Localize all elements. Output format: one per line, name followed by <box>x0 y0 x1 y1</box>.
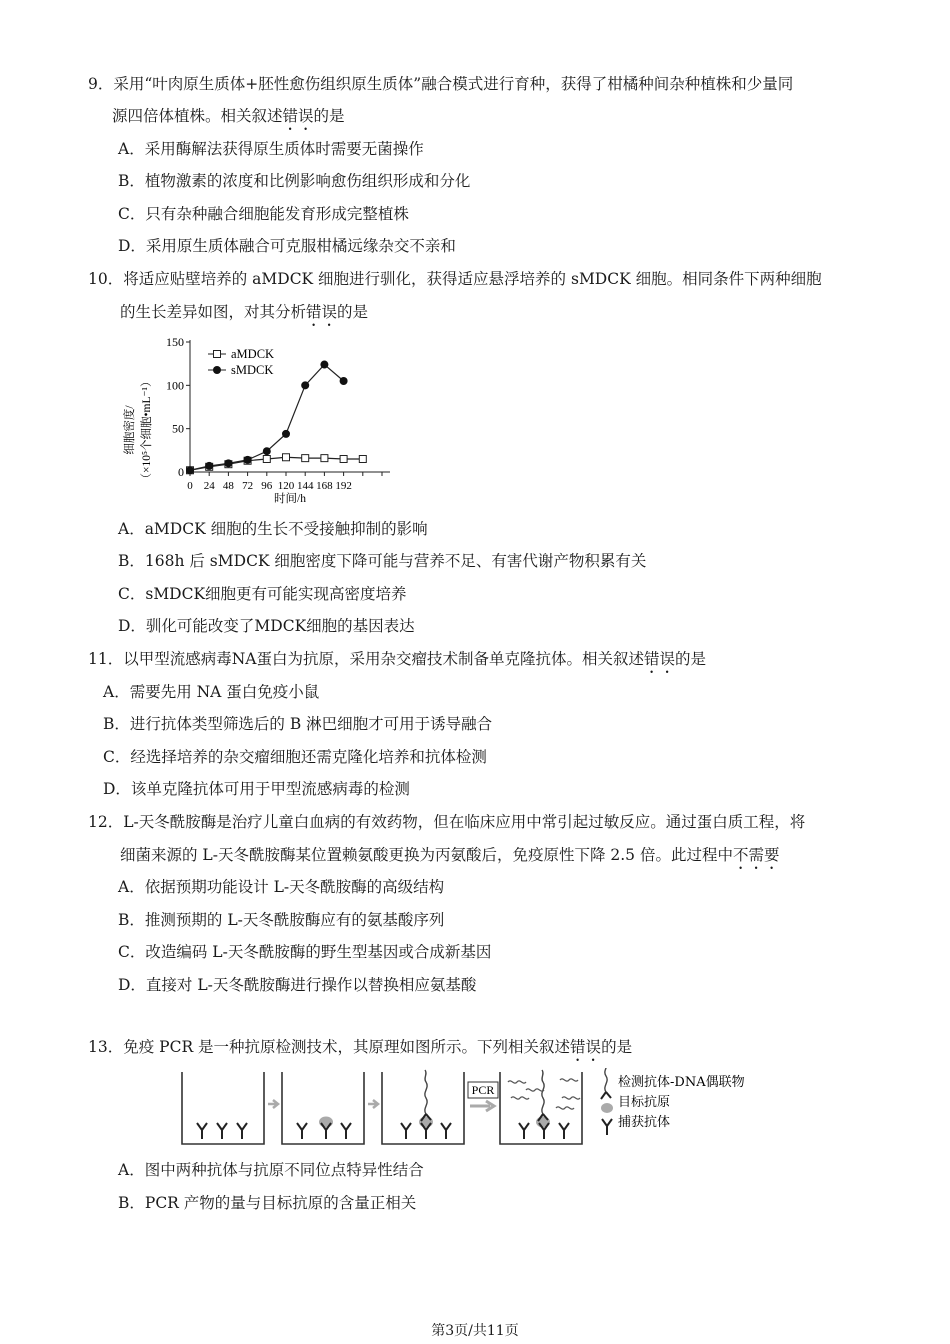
q11-stem: 11．以甲型流感病毒NA蛋白为抗原，采用杂交瘤技术制备单克隆抗体。相关叙述错误的是 <box>88 650 707 668</box>
point-sMDCK <box>205 462 213 470</box>
point-sMDCK <box>282 430 290 438</box>
q12-stem-line1: 12．L-天冬酰胺酶是治疗儿童白血病的有效药物，但在临床应用中常引起过敏反应。通过蛋白质工程，将 <box>88 813 806 831</box>
pcr-arrow <box>468 1082 498 1111</box>
arrow-icon <box>368 1100 378 1108</box>
point-sMDCK <box>263 447 271 455</box>
legend-label-aMDCK: aMDCK <box>231 347 275 361</box>
chart-x-tick-label: 72 <box>242 480 254 492</box>
point-aMDCK <box>302 455 309 462</box>
q12-option-b: B．推测预期的 L-天冬酰胺酶应有的氨基酸序列 <box>118 911 445 929</box>
svg-text:PCR: PCR <box>471 1083 495 1097</box>
q9-stem-line2: 源四倍体植株。相关叙述错误的是 <box>112 107 345 125</box>
q9-option-b: B．植物激素的浓度和比例影响愈伤组织形成和分化 <box>118 172 471 190</box>
step-detection-antibody-box <box>382 1070 464 1144</box>
conjugate-icon <box>601 1068 611 1099</box>
chart-x-tick-label: 168 <box>316 480 333 492</box>
q10-option-a: A．aMDCK 细胞的生长不受接触抑制的影响 <box>118 520 428 538</box>
chart-y-label-unit: （×10⁵个细胞•mL⁻¹） <box>141 375 153 485</box>
emphasis-mark: 错误 <box>282 107 314 125</box>
point-aMDCK <box>263 456 270 463</box>
chart-x-tick-label: 48 <box>222 480 234 492</box>
diagram-legend <box>601 1068 745 1135</box>
q12-option-c: C．改造编码 L-天冬酰胺酶的野生型基因或合成新基因 <box>118 943 492 961</box>
point-aMDCK <box>340 456 347 463</box>
q13-option-a: A．图中两种抗体与抗原不同位点特异性结合 <box>118 1161 424 1179</box>
q12-option-d: D．直接对 L-天冬酰胺酶进行操作以替换相应氨基酸 <box>118 976 477 994</box>
chart-x-label: 时间/h <box>274 493 306 505</box>
legend-capture-label: 捕获抗体 <box>618 1115 671 1130</box>
step-antigen-binding-box <box>282 1072 364 1144</box>
point-sMDCK <box>320 361 328 369</box>
q9-option-c: C．只有杂种融合细胞能发育形成完整植株 <box>118 205 409 223</box>
point-aMDCK <box>283 454 290 461</box>
legend-marker-aMDCK <box>214 351 221 358</box>
point-sMDCK <box>340 377 348 385</box>
chart-x-tick-label: 24 <box>203 480 215 492</box>
point-sMDCK <box>224 459 232 467</box>
emphasis-mark: 不需要 <box>732 846 780 864</box>
q10-option-c: C．sMDCK细胞更有可能实现高密度培养 <box>118 585 407 603</box>
q10-stem-line2: 的生长差异如图，对其分析错误的是 <box>120 303 369 321</box>
emphasis-mark: 错误 <box>570 1038 602 1056</box>
point-sMDCK <box>301 381 309 389</box>
legend-antigen-label: 目标抗原 <box>618 1095 671 1110</box>
point-sMDCK <box>186 466 194 474</box>
emphasis-mark: 错误 <box>643 650 675 668</box>
q9-option-d: D．采用原生质体融合可克服柑橘远缘杂交不亲和 <box>118 237 456 255</box>
point-aMDCK <box>359 456 366 463</box>
legend-conjugate-label: 检测抗体-DNA偶联物 <box>618 1075 745 1090</box>
arrow-icon <box>268 1100 278 1108</box>
step-pcr-amplification-box <box>500 1070 582 1144</box>
chart-y-label: 细胞密度/ <box>124 405 136 455</box>
point-aMDCK <box>321 455 328 462</box>
chart-y-tick-label: 50 <box>172 421 184 436</box>
q11-option-a: A．需要先用 NA 蛋白免疫小鼠 <box>103 683 320 701</box>
q10-option-d: D．驯化可能改变了MDCK细胞的基因表达 <box>118 617 415 635</box>
q12-option-a: A．依据预期功能设计 L-天冬酰胺酶的高级结构 <box>118 878 445 896</box>
emphasis-mark: 错误 <box>306 303 338 321</box>
step-capture-antibody-box <box>182 1072 264 1144</box>
series-line-aMDCK <box>190 457 363 470</box>
chart-y-tick-label: 0 <box>178 465 184 479</box>
chart-legend <box>208 347 274 377</box>
immuno-pcr-diagram <box>176 1068 796 1150</box>
chart-x-tick-label: 144 <box>296 480 314 492</box>
cell-growth-chart <box>110 330 410 512</box>
q10-stem-line1: 10．将适应贴壁培养的 aMDCK 细胞进行驯化，获得适应悬浮培养的 sMDCK 细胞。相同条件下两种细胞 <box>88 270 822 288</box>
chart-y-tick-label: 100 <box>166 378 184 393</box>
chart-x-tick-label: 120 <box>277 480 295 492</box>
q12-stem-line2: 细菌来源的 L-天冬酰胺酶某位置赖氨酸更换为丙氨酸后，免疫原性下降 2.5 倍。此过程中不需要 <box>120 846 780 864</box>
capture-antibody-icon <box>602 1119 612 1135</box>
q11-option-b: B．进行抗体类型筛选后的 B 淋巴细胞才可用于诱导融合 <box>103 715 493 733</box>
q9-option-a: A．采用酶解法获得原生质体时需要无菌操作 <box>118 140 424 158</box>
q9-stem-line1: 9．采用“叶肉原生质体+胚性愈伤组织原生质体”融合模式进行育种，获得了柑橘种间杂种植株和少量同 <box>88 75 794 93</box>
q11-option-c: C．经选择培养的杂交瘤细胞还需克隆化培养和抗体检测 <box>103 748 487 766</box>
chart-x-tick-label: 96 <box>261 480 273 492</box>
legend-label-sMDCK: sMDCK <box>231 363 274 377</box>
q13-stem: 13．免疫 PCR 是一种抗原检测技术，其原理如图所示。下列相关叙述错误的是 <box>88 1038 633 1056</box>
page-footer: 第3页/共11页 <box>431 1323 519 1339</box>
chart-x-tick-label: 192 <box>335 480 352 492</box>
chart-y-tick-label: 150 <box>166 335 184 349</box>
chart-x-tick-label: 0 <box>187 480 193 492</box>
legend-marker-sMDCK <box>213 366 221 374</box>
q13-option-b: B．PCR 产物的量与目标抗原的含量正相关 <box>118 1194 417 1212</box>
q10-option-b: B．168h 后 sMDCK 细胞密度下降可能与营养不足、有害代谢产物积累有关 <box>118 552 647 570</box>
point-sMDCK <box>244 456 252 464</box>
q11-option-d: D．该单克隆抗体可用于甲型流感病毒的检测 <box>103 780 410 798</box>
antigen-icon <box>601 1103 613 1113</box>
